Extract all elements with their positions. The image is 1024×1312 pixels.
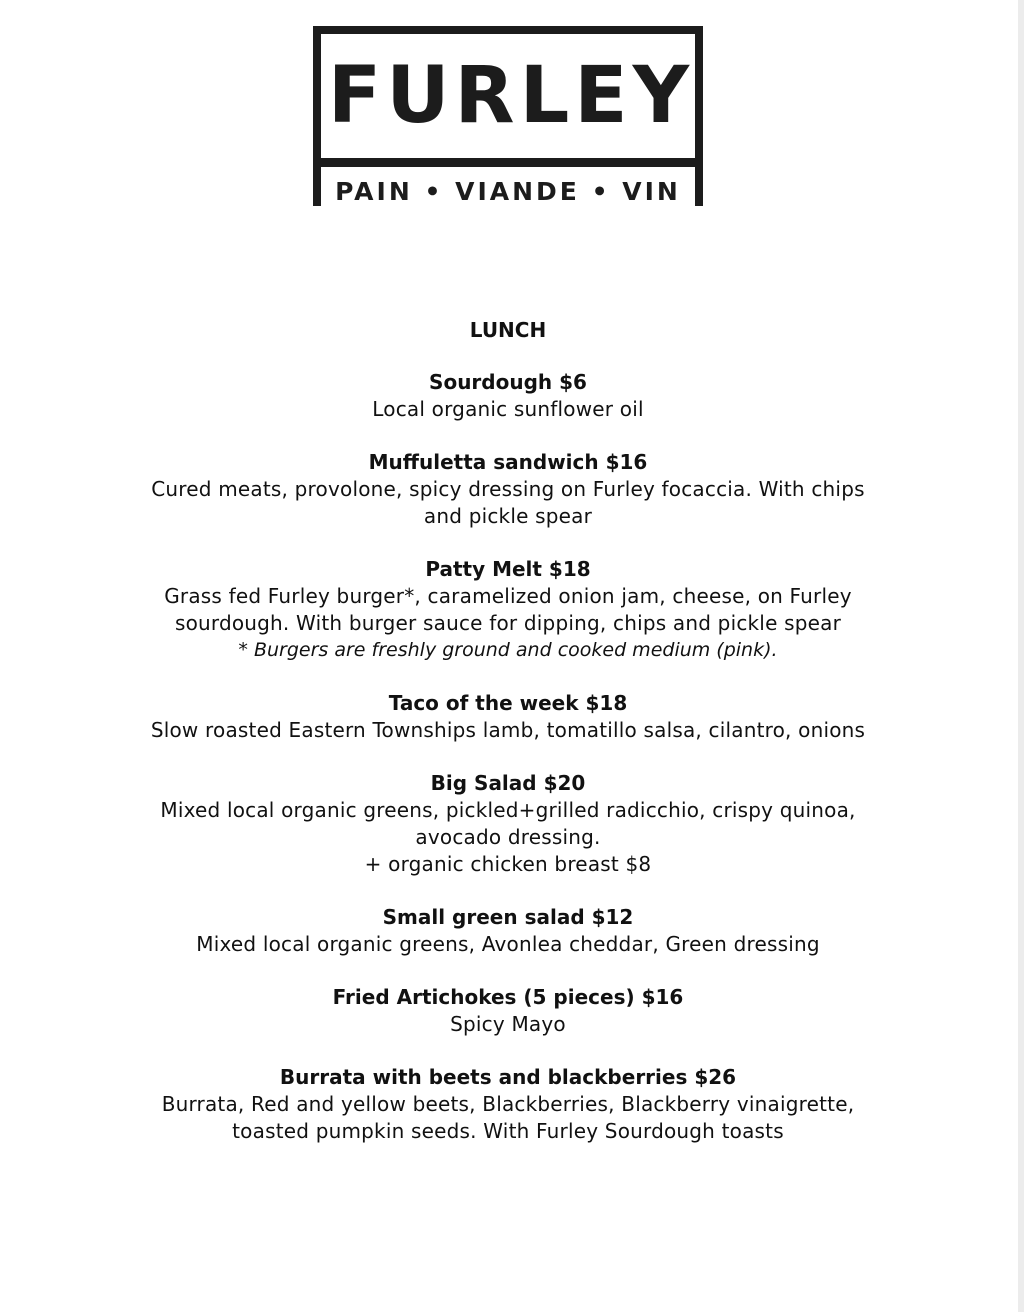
menu-item-description: Mixed local organic greens, Avonlea cheddar, Green dressing: [196, 932, 820, 956]
menu-item-big-salad: [0, 770, 1016, 878]
menu-item-muffuletta: [0, 449, 1016, 530]
logo-top-panel: [321, 34, 695, 158]
menu-item-addon: + organic chicken breast $8: [364, 852, 652, 876]
menu-item-name: Taco of the week $18: [388, 691, 628, 715]
menu-item-fried-artichokes: [0, 984, 1016, 1038]
menu-item-description: Cured meats, provolone, spicy dressing on Furley focaccia. With chips: [151, 477, 865, 501]
menu-item-sourdough: [0, 369, 1016, 423]
menu-item-name: Small green salad $12: [382, 905, 634, 929]
menu-item-name: Patty Melt $18: [425, 557, 591, 581]
menu-item-patty-melt: [0, 556, 1016, 664]
menu-item-burrata: [0, 1064, 1016, 1145]
menu-item-footnote: * Burgers are freshly ground and cooked medium (pink).: [238, 639, 778, 661]
menu-item-description: toasted pumpkin seeds. With Furley Sourdough toasts: [232, 1119, 784, 1143]
menu-item-name: Muffuletta sandwich $16: [368, 450, 648, 474]
menu-item-description: Local organic sunflower oil: [372, 397, 644, 421]
logo-bottom-panel: [321, 167, 695, 216]
menu-item-description: avocado dressing.: [415, 825, 601, 849]
menu-item-description: Slow roasted Eastern Townships lamb, tomatillo salsa, cilantro, onions: [150, 718, 866, 742]
logo-wordmark: FURLEY: [327, 51, 695, 141]
menu-item-name: Big Salad $20: [430, 771, 586, 795]
menu-section-title: LUNCH: [469, 318, 547, 342]
menu-item-description: sourdough. With burger sauce for dipping, chips and pickle spear: [174, 611, 842, 635]
menu-item-taco: [0, 690, 1016, 744]
menu-item-description: and pickle spear: [423, 504, 593, 528]
menu-item-description: Spicy Mayo: [450, 1012, 566, 1036]
menu-item-description: Burrata, Red and yellow beets, Blackberries, Blackberry vinaigrette,: [161, 1092, 855, 1116]
menu-item-description: Grass fed Furley burger*, caramelized onion jam, cheese, on Furley: [164, 584, 852, 608]
menu-item-name: Fried Artichokes (5 pieces) $16: [332, 985, 684, 1009]
page-edge-shade: [1018, 0, 1024, 1312]
logo-tagline: PAIN • VIANDE • VIN: [335, 177, 681, 206]
menu-item-name: Sourdough $6: [429, 370, 587, 394]
menu-item-small-green-salad: [0, 904, 1016, 958]
furley-logo: [313, 26, 703, 206]
lunch-menu: [0, 316, 1016, 1171]
menu-item-name: Burrata with beets and blackberries $26: [279, 1065, 737, 1089]
menu-item-description: Mixed local organic greens, pickled+grilled radicchio, crispy quinoa,: [160, 798, 856, 822]
